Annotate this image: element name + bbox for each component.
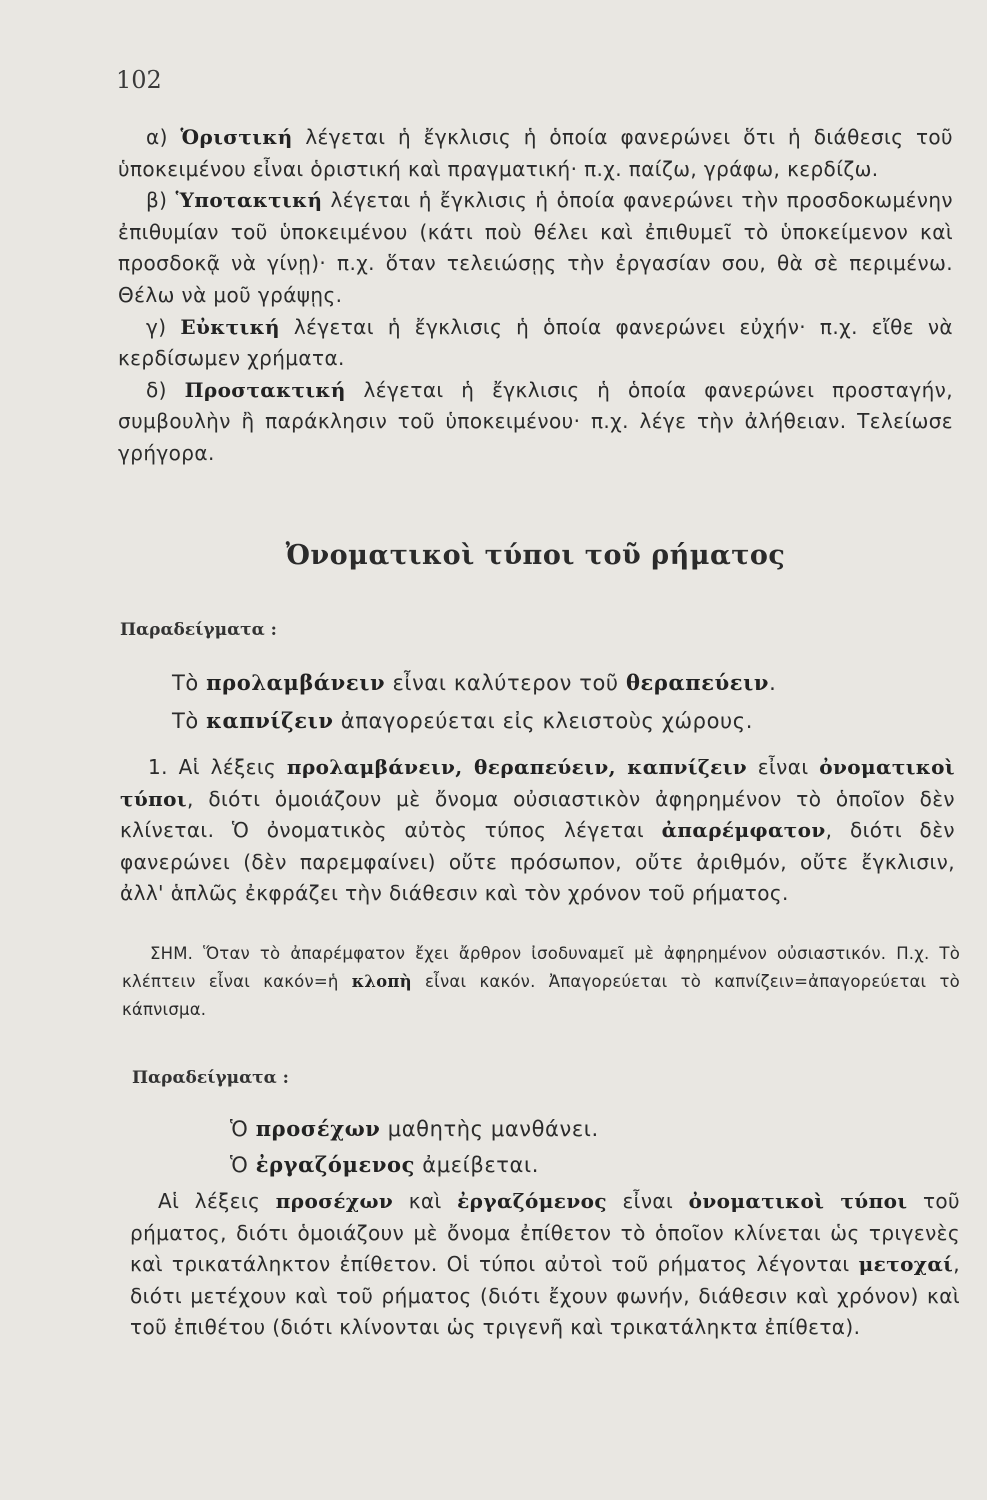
example-text: Ὁ [230,1117,249,1141]
para-bold: ὀνοματικοὶ τύποι [120,755,955,811]
example-line [230,1114,599,1144]
mood-marker: γ) [146,314,167,339]
note-text-part: ΣΗΜ. Ὅταν τὸ ἀπαρέμφατον ἔχει ἄρθρον ἰσοδυναμεῖ μὲ ἀφηρημένον οὐσιαστικόν. Π.χ. Τὸ κλέπτειν εἶναι κακόν=ἡ [122,944,960,991]
example-text: Ὁ [230,1153,249,1177]
mood-text: λέγεται ἡ ἔγκλισις ἡ ὁποία φανερώνει εὐχήν· π.χ. εἴθε νὰ κερδίσωμεν χρήματα. [118,314,954,371]
example-text: ἀπαγορεύεται εἰς κλειστοὺς χώρους. [340,709,753,733]
examples-label-2: Παραδείγματα : [132,1068,289,1088]
para-text: καὶ [408,1189,442,1213]
mood-term: Προστακτική [184,377,346,402]
para-text: εἶναι [757,755,809,779]
infinitive-text [120,752,955,910]
example-text: . [769,671,777,695]
note-text [122,940,960,1024]
mood-paragraph-d [118,375,953,470]
moods-section [118,122,953,470]
para-bold: ὀνοματικοὶ τύποι [688,1189,908,1213]
mood-marker: β) [146,188,168,213]
mood-term: Εὐκτική [180,314,280,339]
mood-paragraph-b [118,185,953,311]
example-text: εἶναι καλύτερον τοῦ [392,671,619,695]
para-bold: προλαμβάνειν, θεραπεύειν, καπνίζειν [286,755,748,779]
mood-paragraph-a [118,122,953,185]
example-bold: προσέχων [255,1116,381,1141]
mood-text: λέγεται ἡ ἔγκλισις ἡ ὁποία φανερώνει ὅτι ἡ διάθεσις τοῦ ὑποκειμένου εἶναι ὁριστική καὶ πραγματική· π.χ. παίζω, γράφω, κερδίζω. [118,125,953,181]
participle-paragraph [130,1186,960,1344]
example-text: μαθητὴς μανθάνει. [387,1117,599,1141]
example-line [230,1150,539,1180]
para-bold: προσέχων [275,1189,394,1213]
para-text: τοῦ ρήματος, διότι ὁμοιάζουν μὲ ὄνομα ἐπίθετον τὸ ὁποῖον κλίνεται ὡς τριγενὲς καὶ τρικατάληκτον ἐπίθετον. Οἱ τύποι αὐτοὶ τοῦ ρήματος λέγονται [130,1189,960,1277]
note-paragraph [122,940,960,1024]
para-bold: ἀπαρέμφατον [661,818,826,843]
example-bold: προλαμβάνειν [206,670,386,695]
mood-paragraph-c [118,312,953,375]
example-line [172,668,776,698]
example-line [172,706,753,736]
mood-text: λέγεται ἡ ἔγκλισις ἡ ὁποία φανερώνει προσταγήν, συμβουλὴν ἢ παράκλησιν τοῦ ὑποκειμένου· π.χ. λέγε τὴν ἀλήθειαν. Τελείωσε γρήγορα. [118,377,954,465]
note-text-part: εἶναι κακόν. Ἀπαγορεύεται τὸ καπνίζειν=ἀπαγορεύεται τὸ κάπνισμα. [122,972,960,1019]
para-bold: μετοχαί [858,1252,954,1277]
mood-marker: α) [146,125,168,149]
para-text: Αἱ λέξεις [158,1189,261,1213]
example-bold: καπνίζειν [206,708,334,733]
participle-text [130,1186,960,1344]
mood-text: λέγεται ἡ ἔγκλισις ἡ ὁποία φανερώνει τὴν προσδοκωμένην ἐπιθυμίαν τοῦ ὑποκειμένου (κάτι ποὺ θέλει καὶ ἐπιθυμεῖ τὸ ὑποκείμενον καὶ προσδοκᾷ νὰ γίνῃ)· π.χ. ὅταν τελειώσῃς τὴν ἐργασίαν σου, θὰ σὲ περιμένω. Θέλω νὰ μοῦ γράψῃς. [118,188,953,307]
section-heading: Ὀνοματικοὶ τύποι τοῦ ρήματος [285,540,786,571]
example-text: ἀμείβεται. [422,1153,539,1177]
example-text: Τὸ [172,671,199,695]
examples-label: Παραδείγματα : [120,620,277,640]
para-text: , διότι μετέχουν καὶ τοῦ ρήματος (διότι ἔχουν φωνήν, διάθεσιν καὶ χρόνον) καὶ τοῦ ἐπιθέτου (διότι κλίνονται ὡς τριγενῆ καὶ τρικατάληκτα ἐπίθετα). [130,1252,960,1340]
example-bold: θεραπεύειν [625,670,770,695]
para-text: , διότι ὁμοιάζουν μὲ ὄνομα οὐσιαστικὸν ἀφηρημένον τὸ ὁποῖον δὲν κλίνεται. Ὁ ὀνοματικὸς αὐτὸς τύπος λέγεται [120,786,955,843]
mood-term: Ὁριστική [180,125,293,149]
mood-term: Ὑποτακτική [175,188,323,213]
example-bold: ἐργαζόμενος [255,1152,416,1177]
mood-marker: δ) [146,377,167,402]
example-text: Τὸ [172,709,199,733]
para-text: 1. Αἱ λέξεις [148,755,277,779]
para-text: εἶναι [622,1189,674,1213]
note-bold: κλοπὴ [351,972,412,991]
page-number: 102 [116,66,162,94]
para-bold: ἐργαζόμενος [457,1189,607,1213]
infinitive-paragraph [120,752,955,910]
para-text: , διότι δὲν φανερώνει (δὲν παρεμφαίνει) οὔτε πρόσωπον, οὔτε ἀριθμόν, οὔτε ἔγκλισιν, ἀλλ' ἁπλῶς ἐκφράζει τὴν διάθεσιν καὶ τὸν χρόνον τοῦ ρήματος. [120,818,955,906]
